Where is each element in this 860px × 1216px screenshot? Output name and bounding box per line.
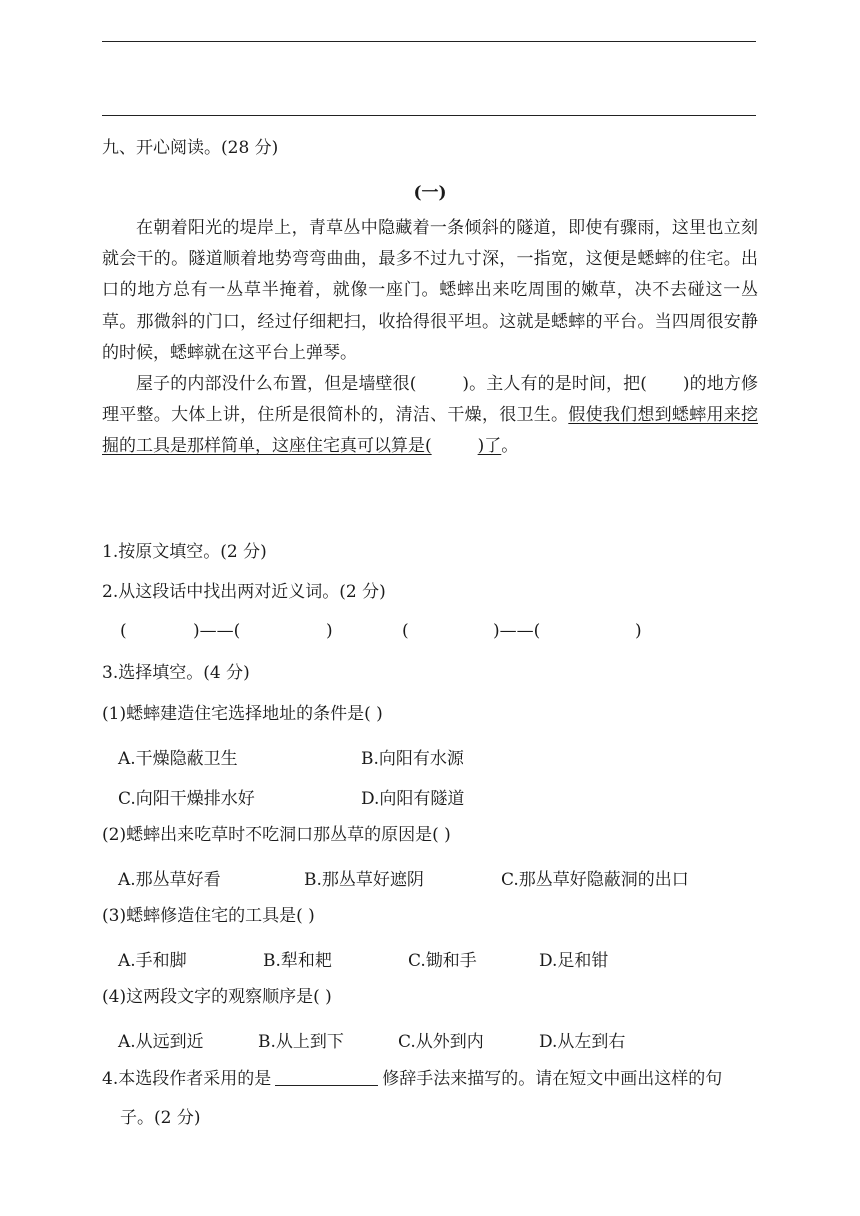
p2-text-b: )。主人有的是时间，把( bbox=[462, 374, 647, 395]
option-3-4-d[interactable]: D.从左到右 bbox=[539, 1032, 626, 1052]
reading-passage bbox=[102, 213, 758, 463]
p2-end: 。 bbox=[501, 436, 519, 457]
option-3-2-a[interactable]: A.那丛草好看 bbox=[118, 870, 221, 890]
option-3-3-d[interactable]: D.足和钳 bbox=[539, 951, 609, 971]
passage-paragraph-2 bbox=[102, 369, 758, 463]
pair1-mid: )——( bbox=[193, 621, 241, 641]
answer-line-2 bbox=[102, 115, 756, 116]
passage-paragraph-1: 在朝着阳光的堤岸上，青草丛中隐藏着一条倾斜的隧道，即使有骤雨，这里也立刻就会干的。隧道顺着地势弯弯曲曲，最多不过九寸深，一指宽，这便是蟋蟀的住宅。出口的地方总有一丛草半掩着，就像一座门。蟋蟀出来吃周围的嫩草，决不去碰这一丛草。那微斜的门口，经过仔细耙扫，收拾得很平坦。这就是蟋蟀的平台。当四周很安静的时候，蟋蟀就在这平台上弹琴。 bbox=[102, 218, 758, 363]
option-3-1-b[interactable]: B.向阳有水源 bbox=[361, 749, 464, 769]
option-3-4-b[interactable]: B.从上到下 bbox=[258, 1032, 344, 1052]
answer-line-1 bbox=[102, 41, 756, 42]
question-4 bbox=[102, 1068, 722, 1090]
pair2-open: ( bbox=[402, 621, 409, 641]
option-3-3-b[interactable]: B.犁和耙 bbox=[263, 951, 332, 971]
part-label: (一) bbox=[413, 183, 447, 203]
option-3-2-b[interactable]: B.那丛草好遮阴 bbox=[304, 870, 424, 890]
pair2-close: ) bbox=[635, 621, 642, 641]
question-4-text-a: 4.本选段作者采用的是 bbox=[102, 1069, 272, 1089]
pair1-open: ( bbox=[120, 621, 127, 641]
question-3-2: (2)蟋蟀出来吃草时不吃洞口那丛草的原因是( ) bbox=[102, 825, 451, 845]
question-3-4: (4)这两段文字的观察顺序是( ) bbox=[102, 987, 332, 1007]
question-4-cont: 子。(2 分) bbox=[120, 1108, 201, 1128]
option-3-1-d[interactable]: D.向阳有隧道 bbox=[361, 789, 465, 809]
option-3-2-c[interactable]: C.那丛草好隐蔽洞的出口 bbox=[501, 870, 689, 890]
option-3-4-a[interactable]: A.从远到近 bbox=[118, 1032, 204, 1052]
underlined-text-a: 假使我们想到蟋蟀用来挖掘的工具是那样简单，这座住宅真可以算是( bbox=[102, 405, 758, 457]
p2-text-a: 屋子的内部没什么布置，但是墙壁很( bbox=[136, 374, 417, 395]
fill-line-rhetoric[interactable] bbox=[275, 1069, 378, 1086]
question-1: 1.按原文填空。(2 分) bbox=[102, 542, 267, 562]
question-3: 3.选择填空。(4 分) bbox=[102, 663, 250, 683]
question-2: 2.从这段话中找出两对近义词。(2 分) bbox=[102, 582, 386, 602]
pair2-mid: )——( bbox=[493, 621, 541, 641]
p2-text-c: )的地方修理平整。大体上讲，住所是很简朴的，清洁、干燥，很卫生。 bbox=[102, 374, 758, 426]
option-3-3-c[interactable]: C.锄和手 bbox=[408, 951, 477, 971]
section-heading: 九、开心阅读。(28 分) bbox=[102, 138, 279, 158]
option-3-3-a[interactable]: A.手和脚 bbox=[118, 951, 187, 971]
question-3-1: (1)蟋蟀建造住宅选择地址的条件是( ) bbox=[102, 704, 383, 724]
pair1-close: ) bbox=[326, 621, 333, 641]
question-3-3: (3)蟋蟀修造住宅的工具是( ) bbox=[102, 906, 315, 926]
underlined-text-b: )了 bbox=[477, 436, 502, 457]
option-3-1-c[interactable]: C.向阳干燥排水好 bbox=[118, 789, 255, 809]
option-3-1-a[interactable]: A.干燥隐蔽卫生 bbox=[118, 749, 238, 769]
option-3-4-c[interactable]: C.从外到内 bbox=[398, 1032, 484, 1052]
question-4-text-b: 修辞手法来描写的。请在短文中画出这样的句 bbox=[382, 1069, 723, 1089]
